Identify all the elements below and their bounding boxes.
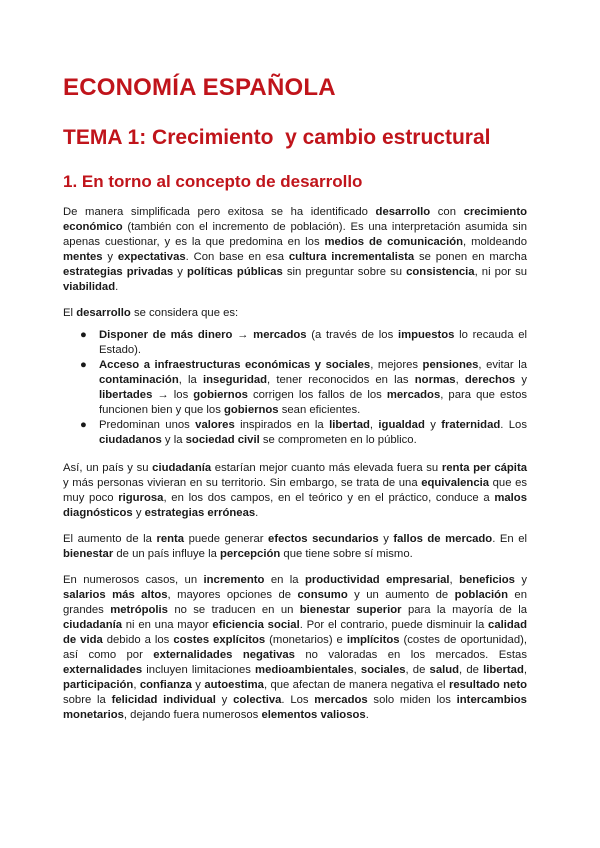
text-run: y [102, 251, 118, 263]
text-run: . [255, 507, 259, 519]
text-run: ni en una mayor [122, 619, 213, 631]
text-run: inspirados en la [234, 419, 330, 431]
bold-term: medioambientales [255, 664, 354, 676]
text-run: puede generar [184, 533, 269, 545]
text-run: debido a los [102, 634, 174, 646]
bold-term: intercambios monetarios [63, 694, 527, 721]
bold-term: consumo [297, 589, 348, 601]
text-run: . Los [281, 694, 315, 706]
bold-term: efectos secundarios [268, 533, 379, 545]
bold-term: ciudadanía [152, 462, 212, 474]
bold-term: medios de comunicación [324, 236, 464, 248]
text-run: y [191, 679, 205, 691]
text-run: Así, un país y su [63, 462, 153, 474]
text-run: . Los [500, 419, 527, 431]
text-run: (costes de oportunidad), así como por [63, 634, 528, 661]
bold-term: estrategias privadas [63, 266, 174, 278]
text-run: , de [405, 664, 430, 676]
text-run: , ni por su [474, 266, 527, 278]
bold-term: autoestima [204, 679, 264, 691]
text-run: , [353, 664, 361, 676]
text-run: para la mayoría de la [401, 604, 527, 616]
bullet-icon: ● [80, 419, 87, 431]
bold-term: gobiernos [223, 404, 279, 416]
bold-term: elementos valiosos [261, 709, 366, 721]
text-run: , la [178, 374, 204, 386]
text-run: De manera simplificada pero exitosa se ha identificado [63, 206, 376, 218]
bold-term: mentes [63, 251, 103, 263]
text-run: que es muy poco [63, 477, 528, 504]
bold-term: estrategias erróneas [144, 507, 256, 519]
bold-term: desarrollo [76, 307, 131, 319]
text-run: se ponen en marcha [414, 251, 527, 263]
text-run: no valoradas en los mercados. Estas [294, 649, 527, 661]
document-title: ECONOMÍA ESPAÑOLA [63, 74, 336, 101]
bold-term: fallos de mercado [393, 533, 493, 545]
text-run: . En el [492, 533, 527, 545]
text-run: en la [264, 574, 305, 586]
text-run: . Con base en esa [185, 251, 289, 263]
list-item [63, 358, 527, 418]
text-run: , [449, 574, 460, 586]
bold-term: malos diagnósticos [63, 492, 527, 519]
text-run: sean eficientes. [278, 404, 361, 416]
bold-term: gobiernos [193, 389, 248, 401]
bold-term: productividad empresarial [304, 574, 450, 586]
text-run: y más personas vivieran en su territorio. Sin embargo, se trata de una [63, 477, 422, 489]
text-run: de un país influye la [113, 548, 220, 560]
text-run: y [514, 574, 527, 586]
list-item [63, 418, 527, 448]
bold-term: sociales [360, 664, 406, 676]
text-run: El aumento de la [63, 533, 157, 545]
list-item [63, 328, 527, 358]
list-item-text [99, 329, 527, 356]
bold-term: derechos [464, 374, 516, 386]
bold-term: costes explícitos [173, 634, 266, 646]
bold-term: políticas públicas [187, 266, 283, 278]
text-run: En numerosos casos, un [63, 574, 204, 586]
text-run: y [515, 374, 527, 386]
tema-heading: TEMA 1: Crecimiento y cambio estructural [63, 126, 491, 149]
text-run: y [424, 419, 442, 431]
text-run: , mayores opciones de [167, 589, 298, 601]
text-run: (a través de los [306, 329, 398, 341]
bold-term: libertades [99, 389, 153, 401]
bold-term: metrópolis [110, 604, 168, 616]
bold-term: libertad [483, 664, 524, 676]
text-run: lo recauda el Estado). [99, 329, 527, 356]
bold-term: expectativas [117, 251, 186, 263]
bold-term: pensiones [422, 359, 479, 371]
bold-term: fraternidad [441, 419, 501, 431]
text-run: , que afectan de manera negativa el [263, 679, 449, 691]
text-run: y [215, 694, 234, 706]
bold-term: beneficios [459, 574, 515, 586]
bold-term: salarios más altos [63, 589, 168, 601]
bullet-icon: ● [80, 359, 87, 371]
text-run: . Por el contrario, puede disminuir la [299, 619, 489, 631]
bold-term: colectiva [233, 694, 282, 706]
paragraph-intro [63, 205, 527, 295]
text-run: , en los dos campos, en el teórico y en el práctico, conduce a [163, 492, 495, 504]
text-run: y [173, 266, 188, 278]
text-run: , tener reconocidos en las [267, 374, 415, 386]
bold-term: eficiencia social [212, 619, 300, 631]
bold-term: mercados [386, 389, 441, 401]
bold-term: resultado neto [448, 679, 527, 691]
text-run: , para que estos funcionen bien y que los [99, 389, 527, 416]
bold-term: felicidad individual [111, 694, 216, 706]
bold-term: externalidades negativas [153, 649, 295, 661]
bold-term: salud [429, 664, 460, 676]
text-run: no se traducen en un [167, 604, 300, 616]
bold-term: consistencia [406, 266, 475, 278]
bold-term: calidad de vida [63, 619, 527, 646]
bold-term: confianza [139, 679, 192, 691]
development-bullet-list [63, 328, 527, 448]
bold-term: mercados [314, 694, 368, 706]
bold-term: rigurosa [118, 492, 164, 504]
text-run: (también con el incremento de población). Es una interpretación asumida sin apenas cuestionar, y es la que predomina en los [63, 221, 527, 248]
bold-term: normas [414, 374, 456, 386]
bold-term: población [454, 589, 508, 601]
text-run: y la [161, 434, 186, 446]
bold-term: igualdad [378, 419, 425, 431]
text-run: solo miden los [367, 694, 457, 706]
bold-term: Disponer de más dinero → mercados [99, 329, 307, 341]
paragraph-desarrollo-definition [63, 306, 527, 321]
text-run: , dejando fuera numerosos [123, 709, 262, 721]
bold-term: participación [63, 679, 134, 691]
bold-term: desarrollo [375, 206, 431, 218]
text-run: incluyen limitaciones [142, 664, 256, 676]
bold-term: renta [156, 533, 185, 545]
text-run: con [430, 206, 464, 218]
text-run: , [369, 419, 379, 431]
text-run: , [523, 664, 528, 676]
bold-term: Acceso a infraestructuras económicas y sociales [99, 359, 371, 371]
bold-term: bienestar [63, 548, 114, 560]
text-run: y [132, 507, 145, 519]
bold-term: implícitos [346, 634, 400, 646]
bullet-icon: ● [80, 329, 87, 341]
bold-term: incremento [203, 574, 265, 586]
bold-term: viabilidad [63, 281, 116, 293]
bold-term: equivalencia [421, 477, 490, 489]
bold-term: libertad [329, 419, 370, 431]
section-heading: 1. En torno al concepto de desarrollo [63, 172, 363, 191]
bold-term: cultura incrementalista [288, 251, 415, 263]
bold-term: sociedad civil [185, 434, 260, 446]
text-run: y [378, 533, 394, 545]
text-run: , [455, 374, 465, 386]
bold-term: bienestar superior [299, 604, 402, 616]
text-run: Predominan unos [99, 419, 196, 431]
bold-term: valores [195, 419, 235, 431]
text-run: se comprometen en lo público. [259, 434, 417, 446]
bold-term: ciudadanía [63, 619, 123, 631]
bold-term: impuestos [397, 329, 455, 341]
bold-term: inseguridad [203, 374, 268, 386]
text-run: se considera que es: [130, 307, 239, 319]
text-run: , [133, 679, 140, 691]
paragraph-renta-per-capita [63, 461, 527, 521]
text-run: , de [459, 664, 484, 676]
text-run: sin preguntar sobre su [282, 266, 407, 278]
text-run: en grandes [63, 589, 527, 616]
text-run: , moldeando [463, 236, 527, 248]
text-run: corrigen los fallos de los [247, 389, 387, 401]
text-run: , mejores [370, 359, 423, 371]
bold-term: externalidades [63, 664, 143, 676]
text-run: (monetarios) e [265, 634, 347, 646]
bold-term: crecimiento económico [63, 206, 527, 233]
text-run: → los [152, 389, 194, 401]
bold-term: contaminación [99, 374, 179, 386]
text-run: que tiene sobre sí mismo. [280, 548, 413, 560]
text-run: sobre la [63, 694, 112, 706]
text-run: . [115, 281, 119, 293]
list-item-text [99, 419, 527, 446]
text-run: y un aumento de [347, 589, 455, 601]
text-run: . [365, 709, 369, 721]
list-item-text [99, 359, 527, 416]
paragraph-externalidades [63, 573, 527, 723]
bold-term: ciudadanos [99, 434, 162, 446]
text-run: estarían mejor cuanto más elevada fuera su [211, 462, 442, 474]
text-run: El [63, 307, 77, 319]
paragraph-efectos-secundarios [63, 532, 527, 562]
bold-term: percepción [220, 548, 281, 560]
bold-term: renta per cápita [441, 462, 527, 474]
text-run: , evitar la [478, 359, 527, 371]
